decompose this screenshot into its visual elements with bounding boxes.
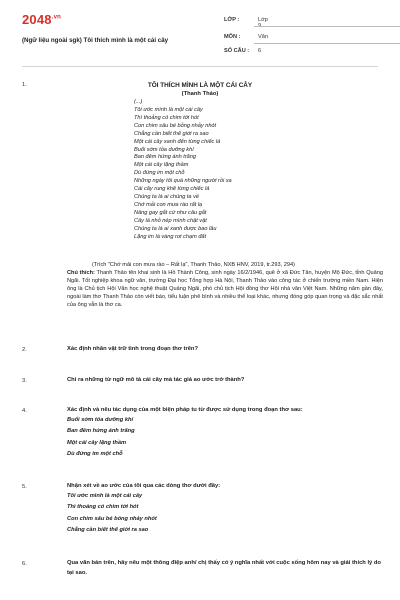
poem-line: Chúng ta là ai xanh được bao lâu <box>134 225 217 232</box>
quoted-line: Dù đứng im một chỗ <box>67 450 123 457</box>
author-note-text: Thanh Thảo tên khai sinh là Hồ Thành Công, sinh ngày 16/2/1946, quê ở xã Đức Tân, huyện Mộ Đức, tỉnh Quảng Ngãi. Tốt nghiệp khoa ngữ văn, trường Đại học Tổng hợp Hà Nội, Thanh Thảo vào công tác ở chiến trường miền Nam. Hiện ông là Chủ tịch Hội Văn học nghệ thuật Quảng Ngãi, phó chủ tịch Hội đồng thơ Hội nhà văn Việt Nam. Những năm gần đây, ngoài làm thơ Thanh Thảo còn viết báo, tiểu luận phê bình và nhiều thể loại khác, nhưng đóng góp quan trọng và đặc sắc nhất của ông vẫn là thơ ca. <box>67 270 383 308</box>
logo-suffix: .vn <box>51 14 62 21</box>
meta-subject-label: MÔN : <box>224 34 241 40</box>
meta-class-value: Lớp 9 <box>258 17 268 29</box>
poem-line: Chúng ta là ai chúng ta về <box>134 194 199 201</box>
quoted-line: Thì thoảng có chim tới hót <box>67 504 139 511</box>
quoted-line: Chẳng cần biết thế giới ra sao <box>67 526 149 533</box>
quoted-line: Tôi ước mình là một cái cây <box>67 493 143 499</box>
quoted-line: Ban đêm hứng ánh trăng <box>67 428 135 435</box>
author-note-label: Chú thích: <box>67 270 95 276</box>
meta-divider <box>254 43 400 44</box>
meta-divider <box>254 26 400 27</box>
poem-body <box>134 99 232 242</box>
poem-title: TÔI THÍCH MÌNH LÀ MỘT CÁI CÂY <box>147 82 253 89</box>
quoted-lines <box>67 491 157 536</box>
author-note <box>67 270 383 310</box>
question-number: 3. <box>22 378 27 384</box>
question-text: Xác định và nêu tác dụng của một biện pháp tu từ được sử dụng trong đoạn thơ sau: <box>67 407 303 413</box>
page-subtitle: (Ngữ liệu ngoài sgk) Tôi thích mình là một cái cây <box>22 37 169 44</box>
meta-subject-value: Văn <box>258 34 268 40</box>
question-text: Chỉ ra những từ ngữ mô tả cái cây mà tác giả ao ước trở thành? <box>67 377 245 383</box>
poem-line: Cái cây rung khẽ từng chiếc lá <box>134 186 210 193</box>
poem-line: Chớ mải con mưa rào rất lạ <box>134 201 203 208</box>
poem-line: Một cái cây lặng thầm <box>134 162 189 169</box>
site-logo[interactable] <box>22 12 61 27</box>
poem-citation: (Trích "Chớ mải con mưa rào – Rất lạ", Thanh Thảo, NXB HNV, 2019, tr.293, 294) <box>92 262 295 268</box>
poem-line: Những ngày tôi quá những người rồi xa <box>134 178 232 185</box>
poem-line: Lặng im lá vàng rơi chạm đất <box>134 233 207 240</box>
poem-line: Buổi sớm tỏa dưỡng khí <box>134 146 194 153</box>
question-number: 2. <box>22 347 27 353</box>
poem-line: Một cái cây xanh đến từng chiếc lá <box>134 138 221 145</box>
page-header <box>0 0 400 64</box>
question-text: Qua văn bản trên, hãy nêu một thông điệp anh/ chị thấy có ý nghĩa nhất với cuộc sống hôm nay và giải thích lý do tại sao. <box>67 560 381 576</box>
question-number: 5. <box>22 484 27 490</box>
quoted-line: Buổi sớm tỏa dưỡng khí <box>67 417 134 423</box>
poem-line: Dù đứng im một chỗ <box>134 170 185 177</box>
meta-class-label: LỚP : <box>224 17 240 23</box>
poem-author: (Thanh Thảo) <box>181 91 219 97</box>
question-text: Xác định nhân vật trữ tình trong đoạn thơ trên? <box>67 346 199 352</box>
header-divider <box>22 66 378 67</box>
question-number: 4. <box>22 408 27 414</box>
poem-line: (...) <box>134 99 143 105</box>
poem-line: Nâng gay gắt cứ như câu gắt <box>134 209 207 216</box>
logo-main: 2048 <box>22 12 52 27</box>
question-number: 6. <box>22 561 27 567</box>
meta-count-label: SỐ CÂU : <box>224 48 250 54</box>
question-text: Nhận xét về ao ước của tôi qua các dòng thơ dưới đây: <box>67 483 221 489</box>
quoted-line: Một cái cây lặng thầm <box>67 439 127 446</box>
quoted-lines <box>67 415 135 460</box>
question-number: 1. <box>22 82 27 88</box>
poem-line: Con chim sâu bé bỏng nhảy nhót <box>134 122 217 129</box>
meta-count-value: 6 <box>258 48 262 54</box>
poem-line: Tôi ước mình là một cái cây <box>134 106 203 113</box>
quoted-line: Con chim sâu bé bỏng nhảy nhót <box>67 515 157 522</box>
poem-line: Chẳng cần biết thế giới ra sao <box>134 130 209 137</box>
poem-line: Thì thoảng có chim tới hót <box>134 114 199 121</box>
poem-line: Cây lá nhỏ nép mình chật vật <box>134 217 207 224</box>
poem-line: Ban đêm hứng ánh trăng <box>134 154 197 161</box>
